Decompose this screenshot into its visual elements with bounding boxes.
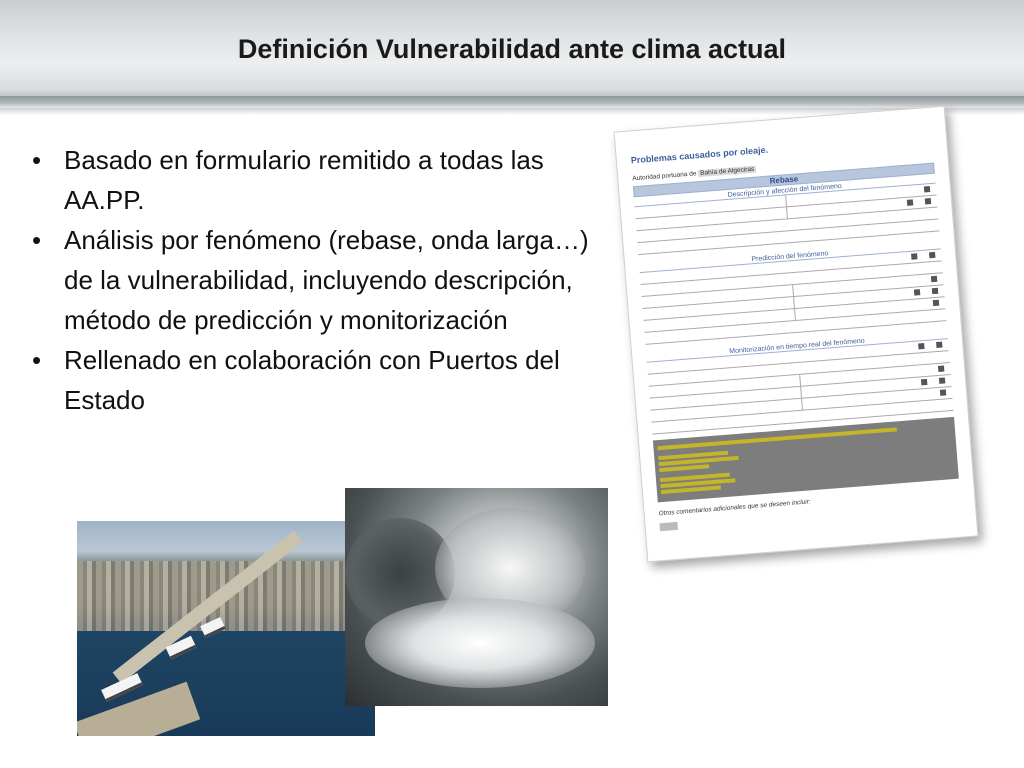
bullet-item — [30, 220, 610, 340]
dock-terminal — [77, 682, 200, 736]
bullet-text: Rellenado en colaboración con Puertos del Estado — [64, 345, 560, 415]
form-document-photo — [614, 106, 979, 563]
storm-waves-photo — [345, 488, 608, 706]
bullet-dot-icon: • — [32, 225, 42, 255]
form-footer-comment: Otros comentarios adicionales que se deseen incluir: — [658, 498, 811, 518]
form-authority-value: Bahía de Algeciras — [699, 165, 755, 178]
form-subsection-monitoring: Monitorización en tiempo real del fenómeno — [646, 331, 948, 363]
bullet-dot-icon: • — [32, 145, 42, 175]
form-subsection-description: Descripción y afección del fenómeno — [634, 176, 936, 208]
bullet-item — [30, 340, 610, 420]
bullet-text: Basado en formulario remitido a todas las AA.PP. — [64, 145, 544, 215]
bullet-dot-icon: • — [32, 345, 42, 375]
wave-foam — [365, 598, 595, 688]
sea-strip — [0, 96, 1024, 108]
form-heading: Problemas causados por oleaje. — [630, 144, 769, 166]
form-document — [629, 118, 961, 531]
slide-title: Definición Vulnerabilidad ante clima actual — [237, 34, 787, 64]
bullet-text: Análisis por fenómeno (rebase, onda larga…) de la vulnerabilidad, incluyendo descripción, método de predicción y monitorización — [64, 225, 589, 335]
form-section-title: Rebase — [633, 163, 935, 198]
bullet-item — [30, 140, 610, 220]
form-subsection-prediction: Predicción del fenómeno — [639, 241, 941, 273]
bullet-list — [30, 140, 610, 420]
port-aerial-photo — [77, 521, 375, 736]
form-authority-label: Autoridad portuaria de — [632, 170, 697, 183]
form-comment-box — [659, 522, 678, 531]
